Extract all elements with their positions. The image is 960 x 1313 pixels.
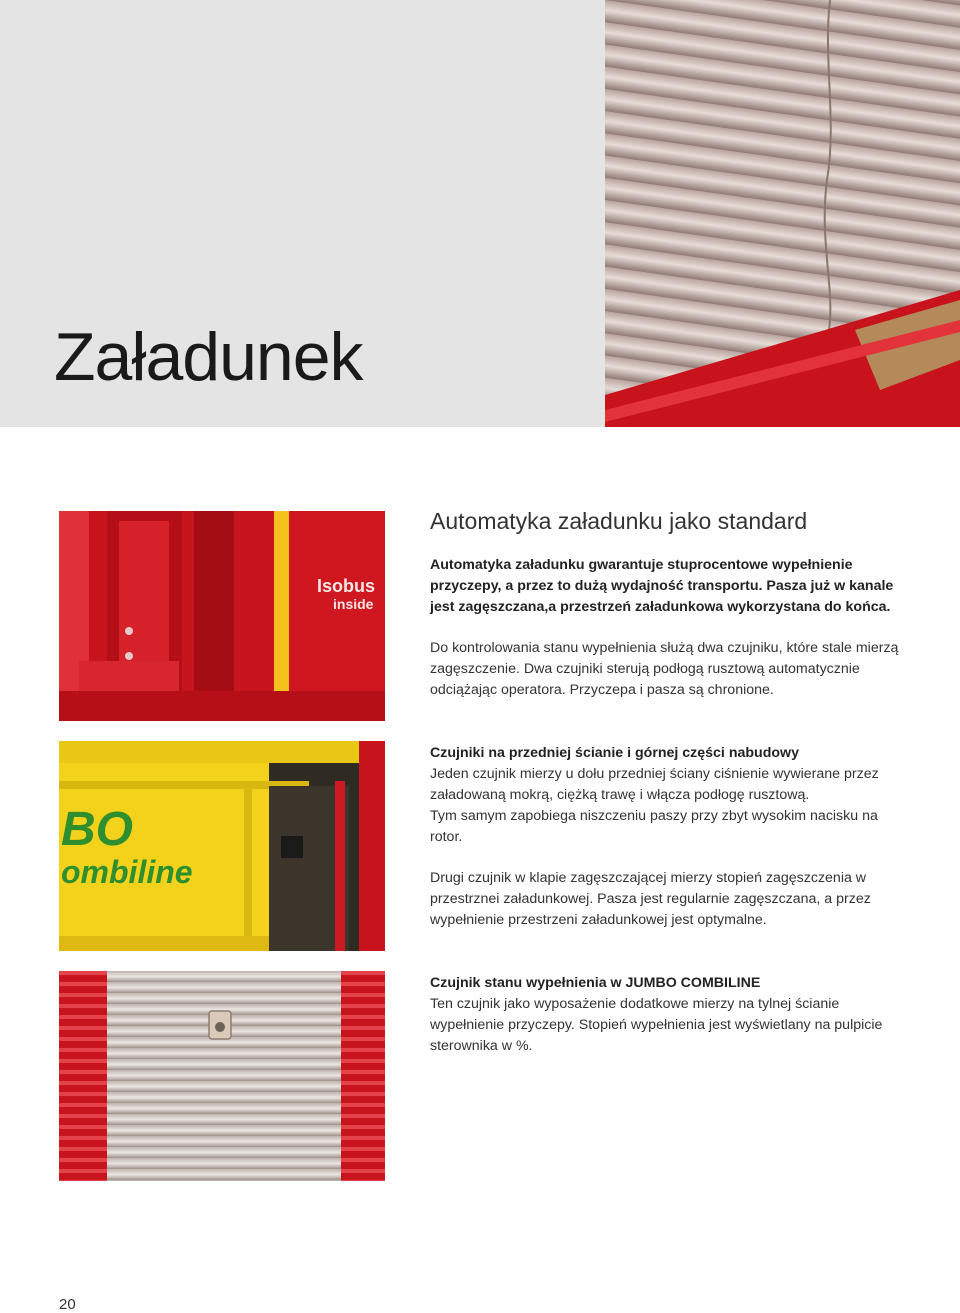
page-number: 20 [59,1296,76,1313]
section-heading: Automatyka załadunku jako standard [430,508,808,534]
content-column [430,508,910,1057]
paragraph-fill-sensor: Ten czujnik jako wyposażenie dodatkowe mierzy na tylnej ścianie wypełnienie przyczepy. Stopień wypełnienia jest wyświetlany na pulpicie sterownika w %. [430,996,883,1054]
paragraph-sensors: Do kontrolowania stanu wypełnienia służą dwa czujniku, które stale mierzą zagęszczenie. Dwa czujniki sterują podłogą rusztową automatycznie odciążając operatora. Przyczepa i pasza są chronione. [430,640,899,698]
jumbo-logo: BO ombiline [61,803,193,890]
subheading-front-wall: Czujniki na przedniej ścianie i górnej części nabudowy [430,745,799,761]
isobus-logo: Isobus inside [317,576,376,612]
paragraph-front-wall: Jeden czujnik mierzy u dołu przedniej ściany ciśnienie wywierane przez załadowaną mokrą, ciężką trawę i włącza podłogę rusztową. [430,766,879,803]
red-trailer-sensor-photo [59,511,385,721]
subheading-fill-sensor: Czujnik stanu wypełnienia w JUMBO COMBILINE [430,975,761,991]
corrugated-wall-photo [605,0,960,427]
page-title: Załadunek [54,319,363,395]
lead-paragraph: Automatyka załadunku gwarantuje stuprocentowe wypełnienie przyczepy, a przez to dużą wydajność transportu. Pasza już w kanale jest zagęszczana,a przestrzeń załadunkowa wykorzystana do końca. [430,557,894,615]
paragraph-compaction: Drugi czujnik w klapie zagęszczającej mierzy stopień zagęszczenia w przestrznei załadunkowej. Pasza jest regularnie zagęszczana, a przez wypełnienie przestrzeni załadunkowej jest optymalne. [430,870,871,928]
rear-wall-sensor-photo [59,971,385,1181]
paragraph-rotor: Tym samym zapobiega niszczeniu paszy przy zbyt wysokim nacisku na rotor. [430,808,878,845]
yellow-front-wall-photo [59,741,385,951]
